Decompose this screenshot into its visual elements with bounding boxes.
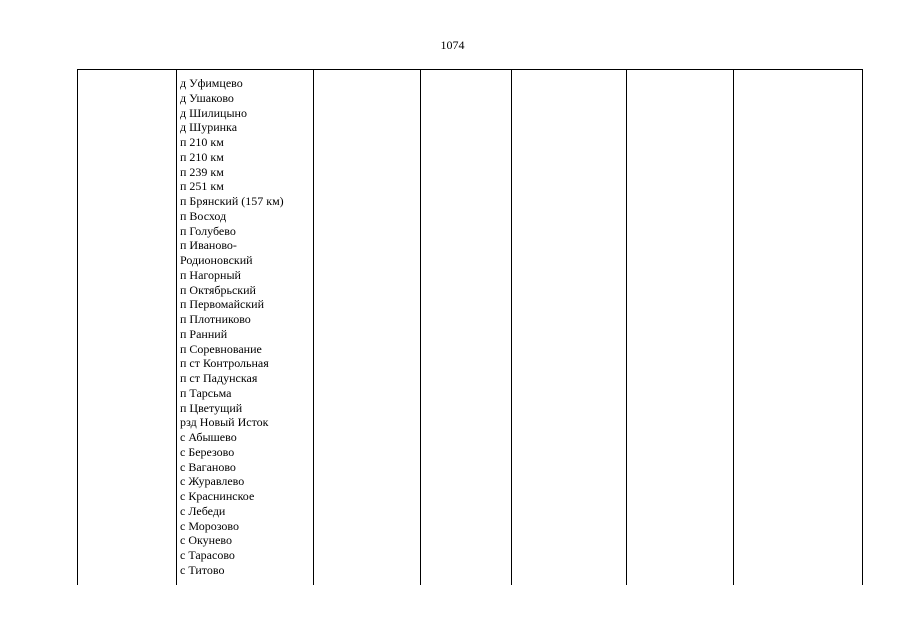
settlement-entry: п Восход: [180, 208, 227, 223]
settlement-entry: п Первомайский: [180, 297, 265, 312]
settlements-list: [180, 76, 314, 578]
settlement-entry: п Плотниково: [180, 312, 251, 326]
settlement-entry: с Титово: [180, 562, 225, 577]
table-top-border: [77, 69, 863, 70]
settlement-entry: п Ранний: [180, 326, 228, 341]
settlement-entry: с Березово: [180, 444, 235, 459]
settlement-entry: с Журавлево: [180, 474, 245, 489]
settlement-entry: п 239 км: [180, 164, 224, 179]
column-divider: [733, 69, 734, 585]
settlement-entry: д Уфимцево: [180, 76, 243, 90]
settlements-table: [77, 69, 863, 585]
settlement-entry: п Октябрьский: [180, 282, 256, 297]
settlement-entry: рзд Новый Исток: [180, 415, 269, 430]
settlement-entry: п Брянский (157 км): [180, 194, 284, 208]
settlement-entry: п 251 км: [180, 179, 224, 194]
settlement-entry: п Цветущий: [180, 400, 243, 415]
settlement-entry: Родионовский: [180, 253, 253, 267]
page-number: 1074: [440, 38, 465, 52]
settlement-entry: с Морозово: [180, 518, 239, 533]
column-divider: [176, 69, 177, 585]
settlement-entry: д Ушаково: [180, 90, 234, 105]
column-divider: [626, 69, 627, 585]
column-divider: [511, 69, 512, 585]
settlement-entry: с Окунево: [180, 533, 232, 548]
settlement-entry: п 210 км: [180, 135, 224, 149]
settlement-entry: п Тарсьма: [180, 385, 232, 400]
settlement-entry: п Нагорный: [180, 267, 241, 282]
settlement-entry: п 210 км: [180, 149, 224, 164]
settlement-entry: с Ваганово: [180, 459, 236, 474]
settlement-entry: п Иваново-: [180, 238, 237, 253]
settlement-entry: п ст Контрольная: [180, 356, 269, 371]
settlement-entry: п Голубево: [180, 223, 236, 238]
column-divider: [420, 69, 421, 585]
settlement-entry: с Абышево: [180, 430, 237, 444]
table-right-border: [862, 69, 863, 585]
settlement-entry: п ст Падунская: [180, 371, 258, 385]
settlement-entry: с Краснинское: [180, 489, 255, 503]
table-left-border: [77, 69, 78, 585]
settlement-entry: с Тарасово: [180, 548, 235, 562]
settlement-entry: д Шуринка: [180, 120, 238, 135]
settlement-entry: п Соревнование: [180, 341, 262, 356]
settlement-entry: д Шилицыно: [180, 105, 247, 120]
settlement-entry: с Лебеди: [180, 503, 226, 518]
